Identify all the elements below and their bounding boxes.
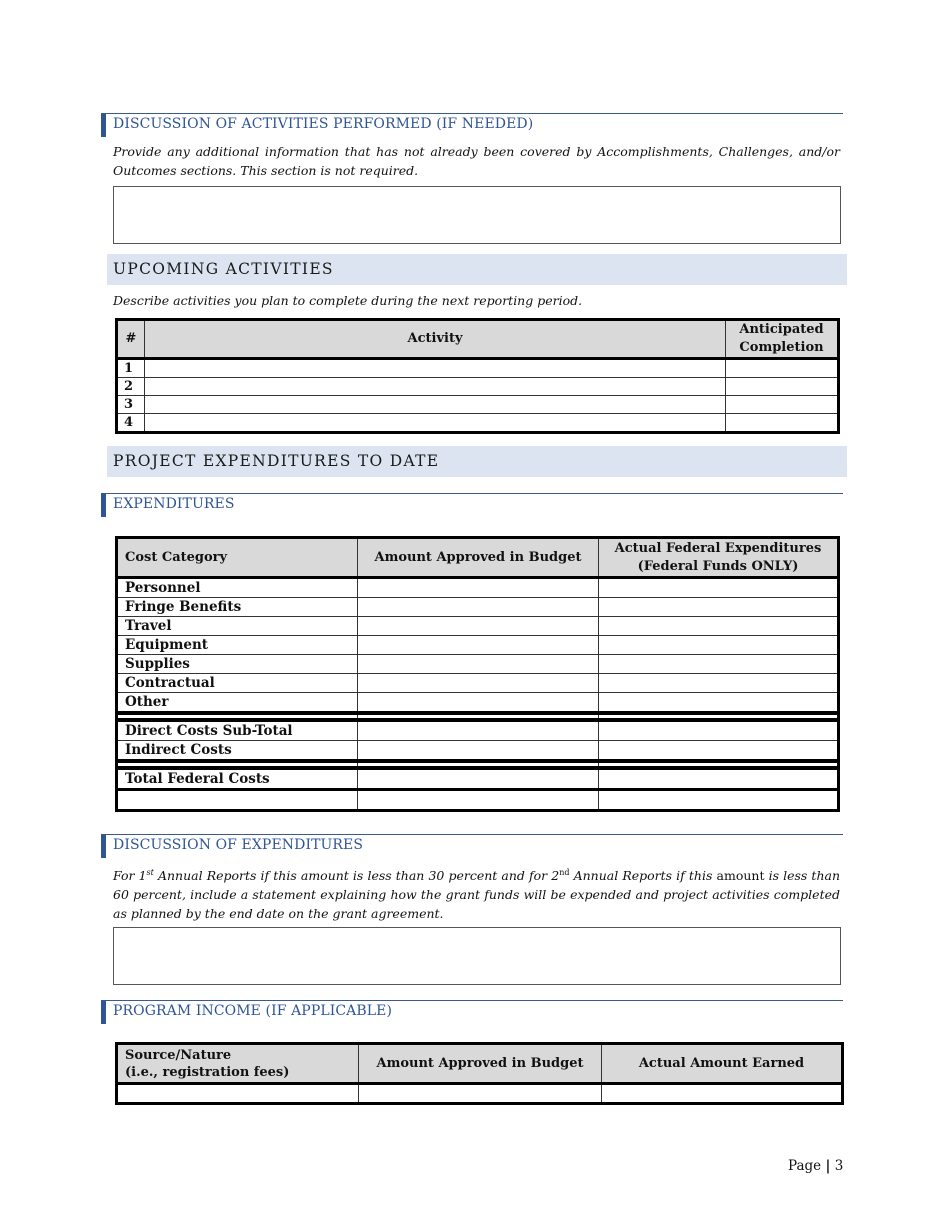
table-row <box>117 790 839 811</box>
approved-cell[interactable] <box>358 720 599 741</box>
instr-part: For 1 <box>113 868 147 884</box>
table-row <box>117 636 839 655</box>
section-heading-discussion-activities <box>101 113 843 132</box>
discussion-activities-input[interactable] <box>113 186 841 244</box>
section-band-upcoming-activities <box>107 254 847 285</box>
activity-cell[interactable] <box>145 359 726 378</box>
table-row <box>117 396 839 414</box>
heading-text: EXPENDITURES <box>113 496 235 512</box>
actual-cell[interactable] <box>599 768 839 790</box>
col-header-source <box>117 1044 359 1084</box>
heading-accent-bar <box>101 114 106 137</box>
table-row <box>117 617 839 636</box>
cost-category-label: Total Federal Costs <box>117 768 358 790</box>
band-title: UPCOMING ACTIVITIES <box>113 260 334 278</box>
col-header-source-line1: Source/Nature <box>125 1047 232 1063</box>
col-header-actual-line2: (Federal Funds ONLY) <box>637 558 799 574</box>
col-header-earned: Actual Amount Earned <box>602 1044 843 1084</box>
completion-cell[interactable] <box>726 396 839 414</box>
completion-cell[interactable] <box>726 414 839 433</box>
table-header-row <box>117 538 839 578</box>
discussion-expenditures-input[interactable] <box>113 927 841 985</box>
col-header-completion-line2: Completion <box>739 340 824 355</box>
superscript-nd: nd <box>559 868 570 877</box>
table-header-row <box>117 320 839 359</box>
actual-cell[interactable] <box>599 636 839 655</box>
cost-category-label: Indirect Costs <box>117 741 358 762</box>
cost-category-label: Personnel <box>117 578 358 598</box>
table-row <box>117 674 839 693</box>
cost-category-label: Direct Costs Sub-Total <box>117 720 358 741</box>
approved-cell[interactable] <box>358 790 599 811</box>
cost-category-label: Equipment <box>117 636 358 655</box>
cost-category-label: Travel <box>117 617 358 636</box>
instr-part: Annual Reports if this <box>569 868 717 884</box>
upcoming-activities-table <box>115 318 840 434</box>
table-row <box>117 1084 843 1104</box>
heading-text: DISCUSSION OF EXPENDITURES <box>113 837 364 853</box>
col-header-actual-line1: Actual Federal Expenditures <box>614 540 822 556</box>
approved-cell[interactable] <box>358 617 599 636</box>
earned-cell[interactable] <box>602 1084 843 1104</box>
section-heading-program-income <box>101 1000 843 1019</box>
cost-category-label: Other <box>117 693 358 714</box>
approved-cell[interactable] <box>358 636 599 655</box>
section-band-project-expenditures <box>107 446 847 477</box>
approved-cell[interactable] <box>358 693 599 714</box>
table-row <box>117 578 839 598</box>
instruction-upcoming: Describe activities you plan to complete during the next reporting period. <box>113 293 583 308</box>
section-heading-discussion-expenditures <box>101 834 843 853</box>
table-separator-row <box>117 761 839 768</box>
table-row <box>117 414 839 433</box>
actual-cell[interactable] <box>599 578 839 598</box>
instruction-discussion-expenditures <box>113 863 840 923</box>
page-separator: | <box>825 1158 831 1174</box>
source-cell[interactable] <box>117 1084 359 1104</box>
program-income-table <box>115 1042 844 1105</box>
row-number: 3 <box>117 396 145 414</box>
row-number: 4 <box>117 414 145 433</box>
actual-cell[interactable] <box>599 598 839 617</box>
table-row <box>117 741 839 762</box>
col-header-approved: Amount Approved in Budget <box>359 1044 602 1084</box>
actual-cell[interactable] <box>599 674 839 693</box>
row-number: 2 <box>117 378 145 396</box>
approved-cell[interactable] <box>358 741 599 762</box>
heading-accent-bar <box>101 835 106 858</box>
approved-cell[interactable] <box>358 578 599 598</box>
actual-cell[interactable] <box>599 617 839 636</box>
row-number: 1 <box>117 359 145 378</box>
col-header-approved: Amount Approved in Budget <box>358 538 599 578</box>
cost-category-label: Contractual <box>117 674 358 693</box>
band-title: PROJECT EXPENDITURES TO DATE <box>113 452 440 470</box>
actual-cell[interactable] <box>599 693 839 714</box>
table-row <box>117 359 839 378</box>
instr-part: Annual Reports if this amount is less than 30 percent and for 2 <box>153 868 560 884</box>
col-header-actual <box>599 538 839 578</box>
page-label: Page <box>788 1158 822 1174</box>
actual-cell[interactable] <box>599 720 839 741</box>
table-row <box>117 768 839 790</box>
instr-part: is less than 60 percent, include a statement explaining how the grant funds will be expended and project activities completed as planned by the end date on the grant agreement. <box>113 868 841 922</box>
instr-part-upright: amount <box>716 868 765 884</box>
col-header-completion <box>726 320 839 359</box>
page-number <box>788 1158 843 1174</box>
actual-cell[interactable] <box>599 790 839 811</box>
cost-category-label: Fringe Benefits <box>117 598 358 617</box>
table-header-row <box>117 1044 843 1084</box>
col-header-activity: Activity <box>145 320 726 359</box>
instruction-discussion-activities: Provide any additional information that has not already been covered by Accomplishments, Challenges, and/or Outcomes sections. This section is not required. <box>113 144 840 178</box>
table-row <box>117 720 839 741</box>
actual-cell[interactable] <box>599 741 839 762</box>
col-header-num: # <box>117 320 145 359</box>
heading-accent-bar <box>101 1001 106 1024</box>
approved-cell[interactable] <box>358 655 599 674</box>
expenditures-table <box>115 536 840 812</box>
activity-cell[interactable] <box>145 396 726 414</box>
heading-accent-bar <box>101 494 106 517</box>
section-heading-expenditures <box>101 493 843 512</box>
col-header-category: Cost Category <box>117 538 358 578</box>
table-row <box>117 598 839 617</box>
table-row <box>117 378 839 396</box>
table-row <box>117 655 839 674</box>
activity-cell[interactable] <box>145 414 726 433</box>
approved-cell[interactable] <box>359 1084 602 1104</box>
approved-cell[interactable] <box>358 768 599 790</box>
table-row <box>117 693 839 714</box>
completion-cell[interactable] <box>726 378 839 396</box>
approved-cell[interactable] <box>358 674 599 693</box>
page-number-value: 3 <box>834 1158 844 1174</box>
cost-category-label: Supplies <box>117 655 358 674</box>
superscript-st: st <box>146 868 154 877</box>
approved-cell[interactable] <box>358 598 599 617</box>
col-header-source-line2: (i.e., registration fees) <box>125 1064 290 1080</box>
heading-text: DISCUSSION OF ACTIVITIES PERFORMED (IF NEEDED) <box>113 116 534 132</box>
blank-cell[interactable] <box>117 790 358 811</box>
table-separator-row <box>117 713 839 720</box>
actual-cell[interactable] <box>599 655 839 674</box>
activity-cell[interactable] <box>145 378 726 396</box>
completion-cell[interactable] <box>726 359 839 378</box>
heading-text: PROGRAM INCOME (IF APPLICABLE) <box>113 1003 393 1019</box>
col-header-completion-line1: Anticipated <box>739 322 824 337</box>
